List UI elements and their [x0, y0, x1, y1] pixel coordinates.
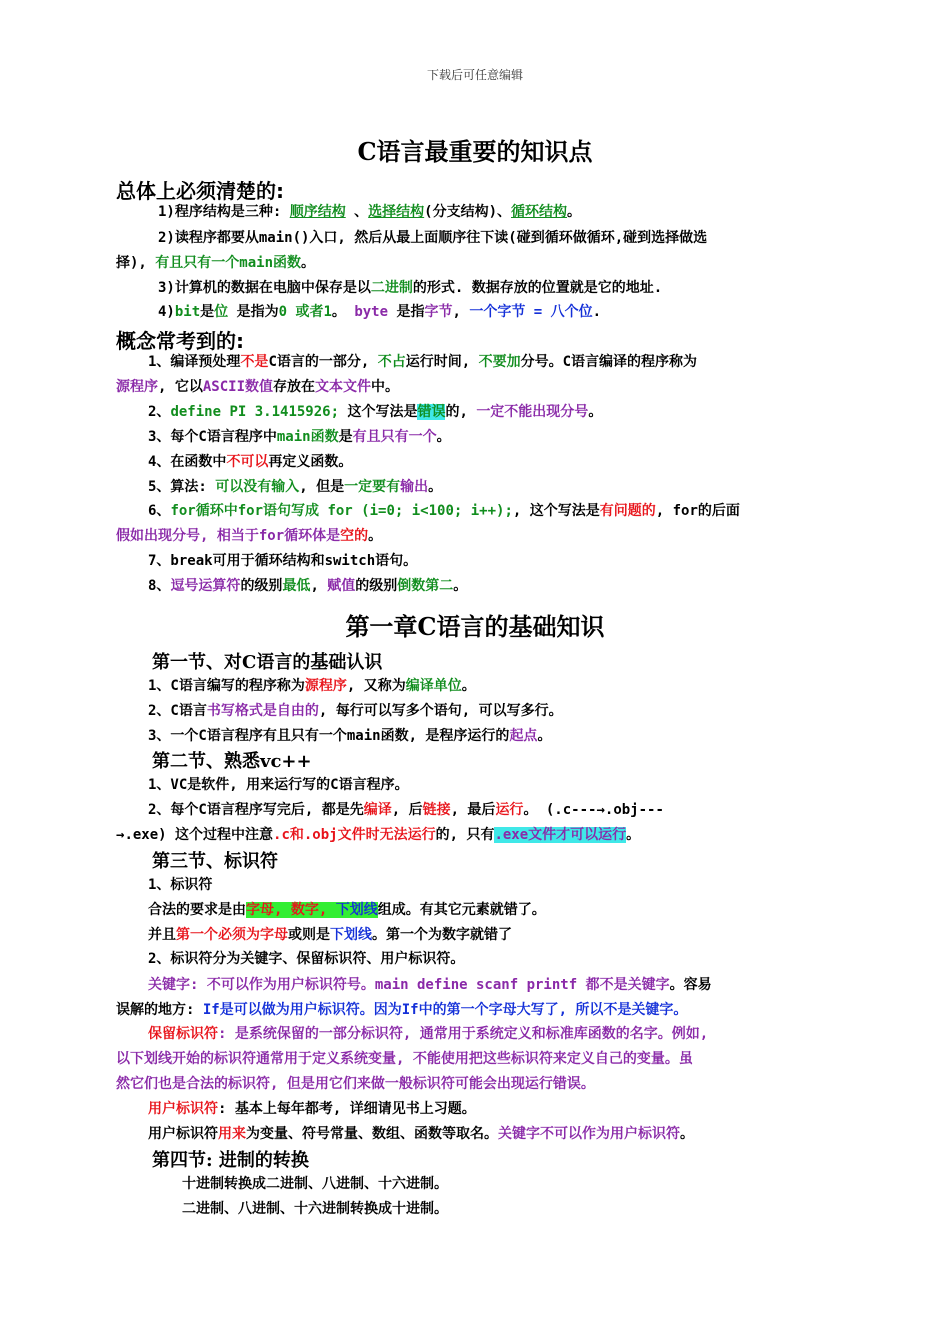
s3-line-1: 合法的要求是由字母, 数字, 下划线组成。有其它元素就错了。 — [148, 902, 546, 918]
concept-item-4: 4、在函数中不可以再定义函数。 — [148, 454, 353, 470]
arrow-right-icon: → — [596, 802, 605, 818]
concept-item-6a: 6、for循环中for语句写成 for (i=0; i<100; i++);, 这个写法是有问题的, for的后面 — [148, 503, 740, 519]
overview-line-4: 4)bit是位 是指为0 或者1。 byte 是指字节, 一个字节 = 八个位. — [158, 304, 602, 320]
s3-line-2: 并且第一个必须为字母或则是下划线。第一个为数字就错了 — [148, 927, 512, 943]
s3-line-4a: 保留标识符: 是系统保留的一部分标识符, 通常用于系统定义和标准库函数的名字。例如, — [148, 1026, 709, 1042]
chapter-section-3-title: 第三节、标识符 — [152, 851, 278, 872]
s1-line-3: 3、一个C语言程序有且只有一个main函数, 是程序运行的起点。 — [148, 728, 552, 744]
s2-line-2b: →.exe) 这个过程中注意.c和.obj文件时无法运行的, 只有.exe文件才可以运行。 — [116, 827, 641, 843]
overview-line-2b: 择), 有且只有一个main函数。 — [116, 255, 316, 271]
s2-line-2a: 2、每个C语言程序写完后, 都是先编译, 后链接, 最后运行。 (.c---→.obj--- — [148, 802, 664, 818]
overview-line-3: 3)计算机的数据在电脑中保存是以二进制的形式. 数据存放的位置就是它的地址. — [158, 280, 663, 296]
chapter-section-4-title: 第四节: 进制的转换 — [152, 1150, 309, 1171]
concept-item-3: 3、每个C语言程序中main函数是有且只有一个。 — [148, 429, 451, 445]
concept-item-1b: 源程序, 它以ASCII数值存放在文本文件中。 — [116, 379, 400, 395]
overview-line-1: 1)程序结构是三种: 顺序结构 、选择结构(分支结构)、循环结构。 — [158, 204, 582, 220]
s3-line-6: 用户标识符用来为变量、符号常量、数组、函数等取名。关键字不可以作为用户标识符。 — [148, 1126, 694, 1142]
s2-line-1: 1、VC是软件, 用来运行写的C语言程序。 — [148, 777, 409, 793]
concept-item-7: 7、break可用于循环结构和switch语句。 — [148, 553, 418, 569]
s3-line-3b: 误解的地方: If是可以做为用户标识符。因为If中的第一个字母大写了, 所以不是关键字。 — [116, 1002, 688, 1018]
s4-line-1: 十进制转换成二进制、八进制、十六进制。 — [182, 1176, 448, 1192]
s1-line-1: 1、C语言编写的程序称为源程序, 又称为编译单位。 — [148, 678, 476, 694]
s3-heading-2: 2、标识符分为关键字、保留标识符、用户标识符。 — [148, 951, 465, 967]
arrow-right-icon: → — [116, 827, 125, 843]
s3-line-4c: 然它们也是合法的标识符, 但是用它们来做一般标识符可能会出现运行错误。 — [116, 1076, 595, 1092]
concept-item-8: 8、逗号运算符的级别最低, 赋值的级别倒数第二。 — [148, 578, 468, 594]
concept-item-1a: 1、编译预处理不是C语言的一部分, 不占运行时间, 不要加分号。C语言编译的程序称为 — [148, 354, 698, 370]
download-note: 下载后可任意编辑 — [426, 68, 523, 82]
chapter-section-1-title: 第一节、对C语言的基础认识 — [152, 652, 383, 673]
chapter-title: 第一章C语言的基础知识 — [345, 612, 605, 641]
chapter-section-2-title: 第二节、熟悉vc++ — [152, 751, 312, 772]
s1-line-2: 2、C语言书写格式是自由的, 每行可以写多个语句, 可以写多行。 — [148, 703, 563, 719]
section-heading-overview: 总体上必须清楚的: — [116, 179, 284, 203]
overview-line-2a: 2)读程序都要从main()入口, 然后从最上面顺序往下读(碰到循环做循环,碰到选择做选 — [158, 230, 708, 246]
s3-heading-1: 1、标识符 — [148, 877, 213, 893]
s3-line-4b: 以下划线开始的标识符通常用于定义系统变量, 不能使用把这些标识符来定义自己的变量。虽 — [116, 1051, 693, 1067]
concept-item-6b: 假如出现分号, 相当于for循环体是空的。 — [116, 528, 383, 544]
s3-line-3a: 关键字: 不可以作为用户标识符号。main define scanf printf 都不是关键字。容易 — [148, 977, 712, 993]
s4-line-2: 二进制、八进制、十六进制转换成十进制。 — [182, 1201, 448, 1217]
concept-item-5: 5、算法: 可以没有输入, 但是一定要有输出。 — [148, 479, 443, 495]
s3-line-5: 用户标识符: 基本上每年都考, 详细请见书上习题。 — [148, 1101, 476, 1117]
concept-item-2: 2、define PI 3.1415926; 这个写法是错误的, 一定不能出现分号。 — [148, 404, 603, 420]
document-title: C语言最重要的知识点 — [357, 137, 593, 166]
section-heading-concepts: 概念常考到的: — [116, 329, 244, 353]
